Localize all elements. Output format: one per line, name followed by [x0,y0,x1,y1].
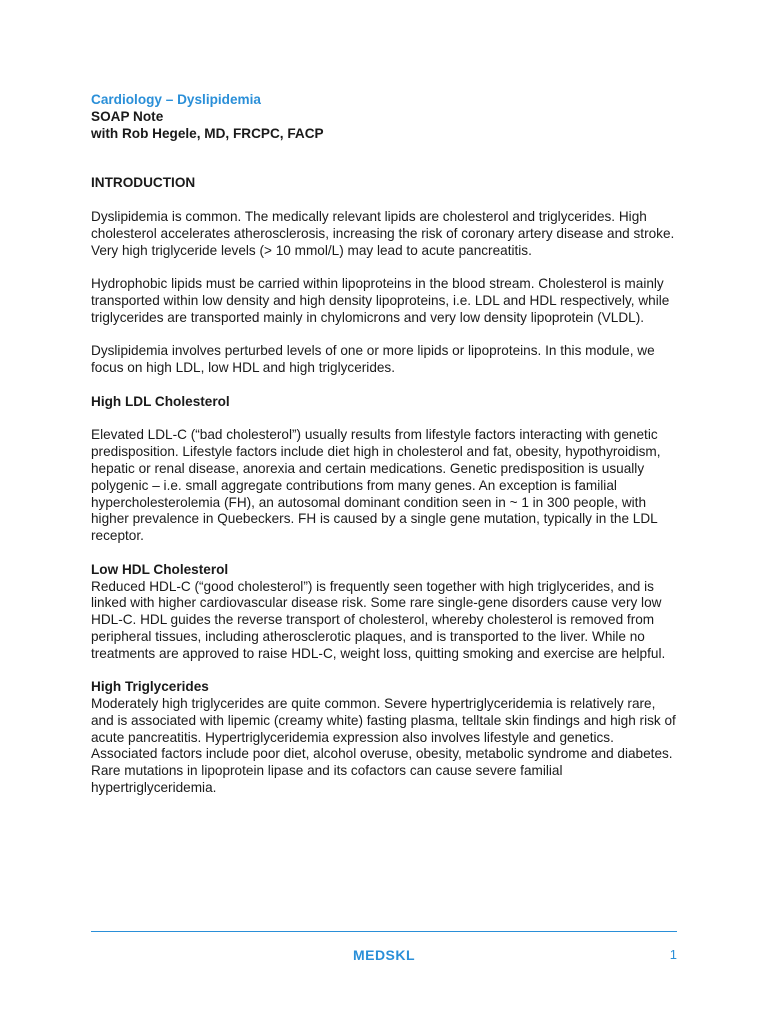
document-type: SOAP Note [91,108,164,124]
document-page [91,92,681,797]
footer-brand-logo: MEDSKL [352,947,416,963]
high-ldl-heading: High LDL Cholesterol [91,393,230,409]
presenter-line: with Rob Hegele, MD, FRCPC, FACP [91,125,324,141]
page-number: 1 [669,947,677,962]
high-ldl-paragraph: Elevated LDL-C (“bad cholesterol”) usually results from lifestyle factors interacting with genetic predisposition. Lifestyle factors include diet high in cholesterol and fat, obesity, hypothyroidism, hepatic or renal disease, anorexia and certain medications. Genetic predisposition is usually polygenic – i.e. small aggregate contributions from many genes. An exception is familial hypercholesterolemia (FH), an autosomal dominant condition seen in ~ 1 in 300 people, with higher prevalence in Quebeckers. FH is caused by a single gene mutation, typically in the LDL receptor. [91,427,661,544]
intro-paragraph: Dyslipidemia is common. The medically relevant lipids are cholesterol and triglycerides. High cholesterol accelerates atherosclerosis, increasing the risk of coronary artery disease and stroke. Very high triglyceride levels (> 10 mmol/L) may lead to acute pancreatitis. [91,208,675,258]
introduction-heading: INTRODUCTION [91,175,196,191]
intro-paragraph: Hydrophobic lipids must be carried within lipoproteins in the blood stream. Cholesterol is mainly transported within low density and high density lipoproteins, i.e. LDL and HDL respectively, while triglycerides are transported mainly in chylomicrons and very low density lipoprotein (VLDL). [91,276,670,325]
low-hdl-heading: Low HDL Cholesterol [91,561,229,577]
course-title: Cardiology – Dyslipidemia [91,92,261,107]
intro-paragraph: Dyslipidemia involves perturbed levels of one or more lipids or lipoproteins. In this module, we focus on high LDL, low HDL and high triglycerides. [91,343,655,376]
high-triglycerides-paragraph: Moderately high triglycerides are quite common. Severe hypertriglyceridemia is relatively rare, and is associated with lipemic (creamy white) fasting plasma, telltale skin findings and high risk of acute pancreatitis. Hypertriglyceridemia expression also involves lifestyle and genetics. Associated factors include poor diet, alcohol overuse, obesity, metabolic syndrome and diabetes. Rare mutations in lipoprotein lipase and its cofactors can cause severe familial hypertriglyceridemia. [91,696,676,796]
high-triglycerides-heading: High Triglycerides [91,679,209,695]
footer-divider [91,931,677,932]
low-hdl-paragraph: Reduced HDL-C (“good cholesterol”) is frequently seen together with high triglycerides, and is linked with higher cardiovascular disease risk. Some rare single-gene disorders cause very low HDL-C. HDL guides the reverse transport of cholesterol, whereby cholesterol is removed from peripheral tissues, including atherosclerotic plaques, and is transported to the liver. While no treatments are approved to raise HDL-C, weight loss, quitting smoking and exercise are helpful. [91,578,666,661]
